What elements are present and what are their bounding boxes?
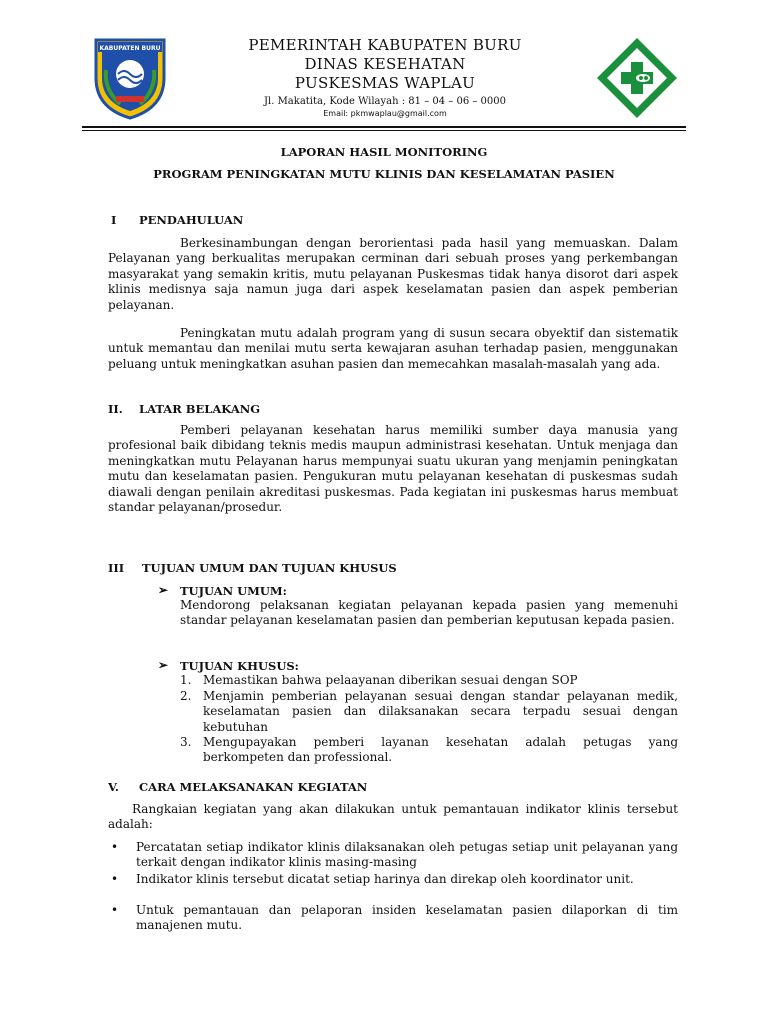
section-1-number: I [111, 213, 117, 227]
header-email: Email: pkmwaplau@gmail.com [323, 109, 447, 118]
letterhead [180, 36, 590, 119]
header-address: Jl. Makatita, Kode Wilayah : 81 – 04 – 06 – 0000 [264, 96, 506, 107]
section-2-heading: LATAR BELAKANG [139, 402, 261, 416]
section-1-heading: PENDAHULUAN [139, 213, 244, 227]
arrow-bullet-icon: ➢ [158, 583, 169, 597]
arrow-bullet-icon: ➢ [158, 658, 169, 672]
section-1-paragraph-1: Berkesinambungan dengan berorientasi pada hasil yang memuaskan. Dalam Pelayanan yang berkualitas merupakan cerminan dari sebuah proses yang perkembangan masyarakat yang semakin kritis, mutu pelayanan Puskesmas tidak hanya disorot dari aspek klinis medisnya saja namun juga dari aspek keselamatan pasien dan aspek pemberian pelayanan. [108, 236, 678, 312]
header-government: PEMERINTAH KABUPATEN BURU [248, 36, 522, 54]
list-item: 1. Memastikan bahwa pelaayanan diberikan sesuai dengan SOP [180, 673, 578, 687]
list-item: 3. Mengupayakan pemberi layanan kesehatan adalah petugas yang berkompeten dan professional. [180, 735, 678, 765]
header-puskesmas: PUSKESMAS WAPLAU [294, 74, 476, 92]
section-2-number: II. [108, 402, 123, 416]
header-rule-thick [82, 126, 686, 128]
header-department: DINAS KESEHATAN [304, 55, 466, 73]
svg-text:KABUPATEN BURU: KABUPATEN BURU [99, 45, 161, 52]
bullet-icon: • [111, 903, 119, 917]
section-5-heading: CARA MELAKSANAKAN KEGIATAN [139, 780, 368, 794]
section-3-heading: TUJUAN UMUM DAN TUJUAN KHUSUS [142, 561, 397, 575]
header-rule-thin [82, 130, 686, 131]
bullet-icon: • [111, 872, 119, 886]
section-5-intro: Rangkaian kegiatan yang akan dilakukan untuk pemantauan indikator klinis tersebut adalah: [108, 802, 678, 832]
section-2-paragraph: Pemberi pelayanan kesehatan harus memiliki sumber daya manusia yang profesional baik dibidang teknis medis maupun administrasi kesehatan. Untuk menjaga dan meningkatkan mutu Pelayanan harus mempunyai suatu ukuran yang menjamin peningkatan mutu dan keselamatan pasien. Pengukuran mutu pelayanan kesehatan di puskesmas sudah diawali dengan penilain akreditasi puskesmas. Pada kegiatan ini puskesmas harus membuat standar pelayanan/prosedur. [108, 423, 678, 515]
list-item: • Indikator klinis tersebut dicatat setiap harinya dan direkap oleh koordinator unit. [111, 872, 634, 886]
section-1-paragraph-2: Peningkatan mutu adalah program yang di susun secara obyektif dan sistematik untuk memantau dan menilai mutu serta kewajaran asuhan terhadap pasien, menggunakan peluang untuk meningkatkan asuhan pasien dan memecahkan masalah-masalah yang ada. [108, 326, 678, 371]
list-item: • Percatatan setiap indikator klinis dilaksanakan oleh petugas setiap unit pelayanan yang terkait dengan indikator klinis masing-masing [111, 840, 678, 870]
tujuan-khusus-heading: TUJUAN KHUSUS: [180, 659, 299, 673]
bullet-icon: • [111, 840, 119, 854]
puskesmas-logo [595, 36, 679, 120]
report-subtitle: PROGRAM PENINGKATAN MUTU KLINIS DAN KESELAMATAN PASIEN [153, 167, 615, 181]
tujuan-umum-heading: TUJUAN UMUM: [180, 584, 287, 598]
tujuan-umum-text: Mendorong pelaksanan kegiatan pelayanan kepada pasien yang memenuhi standar pelayanan keselamatan pasien dan pemberian keputusan kepada pasien. [180, 598, 678, 628]
section-3-number: III [108, 561, 125, 575]
report-title: LAPORAN HASIL MONITORING [280, 145, 488, 159]
section-5-number: V. [108, 780, 119, 794]
kabupaten-buru-logo [90, 30, 170, 120]
list-item: • Untuk pemantauan dan pelaporan insiden keselamatan pasien dilaporkan di tim manajenen mutu. [111, 903, 678, 933]
list-item: 2. Menjamin pemberian pelayanan sesuai dengan standar pelayanan medik, keselamatan pasien dan dilaksanakan secara terpadu sesuai dengan kebutuhan [180, 689, 678, 734]
